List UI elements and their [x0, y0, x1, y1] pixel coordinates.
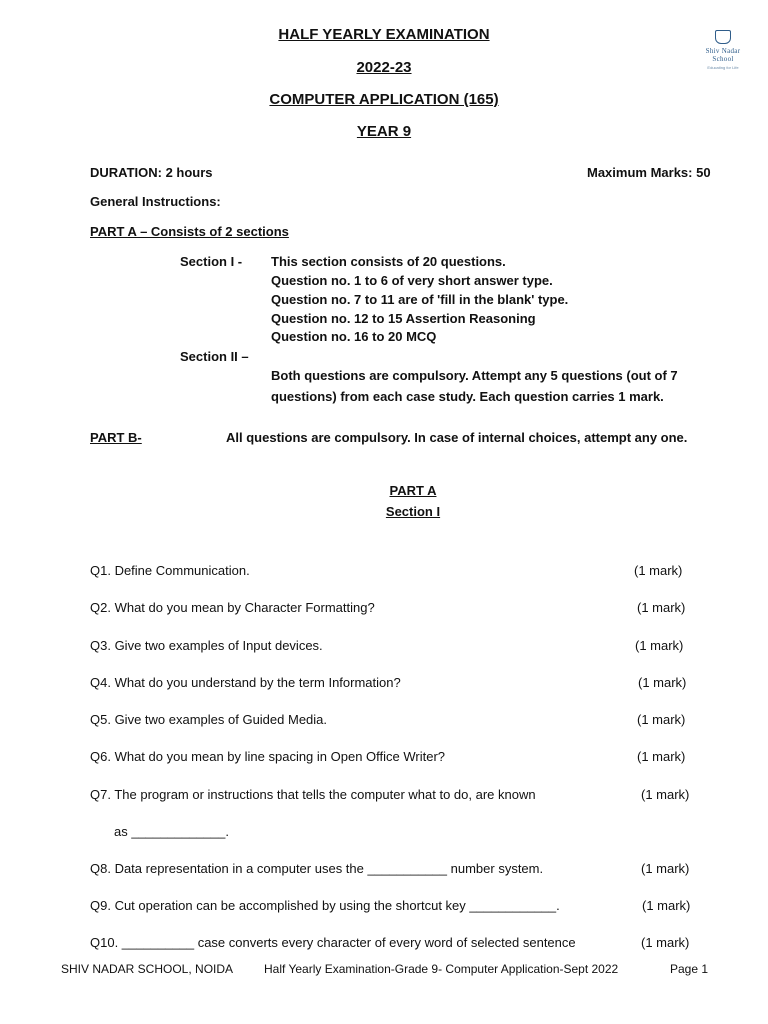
- question-text: Q9. Cut operation can be accomplished by using the shortcut key ____________.: [90, 898, 560, 913]
- school-logo: [696, 30, 750, 72]
- question-text: Q10. __________ case converts every character of every word of selected sentence: [90, 935, 576, 950]
- question-mark: (1 mark): [637, 712, 686, 727]
- question-text: Q3. Give two examples of Input devices.: [90, 638, 323, 653]
- question-text: Q2. What do you mean by Character Formatting?: [90, 600, 375, 615]
- subject-title: COMPUTER APPLICATION (165): [269, 91, 499, 108]
- duration: DURATION: 2 hours: [90, 165, 213, 180]
- question-text: Q6. What do you mean by line spacing in Open Office Writer?: [90, 749, 446, 764]
- question-mark: (1 mark): [637, 600, 686, 615]
- question-mark: (1 mark): [641, 935, 690, 950]
- section-i-line: Question no. 16 to 20 MCQ: [271, 329, 437, 344]
- section-i-label: Section I -: [180, 254, 243, 269]
- section-ii-label: Section II –: [180, 349, 249, 364]
- question-text: Q7. The program or instructions that tells the computer what to do, are known: [90, 787, 536, 802]
- section-i-line: Question no. 1 to 6 of very short answer type.: [271, 273, 553, 288]
- question-text: Q4. What do you understand by the term Information?: [90, 675, 401, 690]
- logo-name: Shiv Nadar School: [705, 47, 741, 63]
- part-a-title: PART A: [389, 483, 437, 498]
- question-text: Q1. Define Communication.: [90, 563, 250, 578]
- question-mark: (1 mark): [642, 898, 691, 913]
- question-mark: (1 mark): [641, 861, 690, 876]
- exam-year: 2022-23: [356, 59, 412, 76]
- question-mark: (1 mark): [637, 749, 686, 764]
- question-mark: (1 mark): [635, 638, 684, 653]
- part-b-text: All questions are compulsory. In case of internal choices, attempt any one.: [226, 430, 688, 445]
- question-mark: (1 mark): [634, 563, 683, 578]
- part-b-label: PART B-: [90, 430, 142, 445]
- footer-page: Page 1: [670, 962, 709, 976]
- max-marks: Maximum Marks: 50: [587, 165, 711, 180]
- footer-school: SHIV NADAR SCHOOL, NOIDA: [61, 962, 234, 976]
- section-ii-line: Both questions are compulsory. Attempt any 5 questions (out of 7: [271, 368, 678, 383]
- question-continuation: as _____________.: [114, 824, 229, 839]
- general-instructions: General Instructions:: [90, 194, 221, 209]
- question-text: Q8. Data representation in a computer uses the ___________ number system.: [90, 861, 544, 876]
- question-mark: (1 mark): [641, 787, 690, 802]
- part-a-heading: PART A – Consists of 2 sections: [90, 224, 289, 239]
- section-i-line: Question no. 12 to 15 Assertion Reasoning: [271, 311, 536, 326]
- exam-title: HALF YEARLY EXAMINATION: [278, 26, 490, 43]
- section-i-line: Question no. 7 to 11 are of 'fill in the blank' type.: [271, 292, 569, 307]
- question-mark: (1 mark): [638, 675, 687, 690]
- grade-title: YEAR 9: [356, 123, 412, 140]
- section-ii-line: questions) from each case study. Each question carries 1 mark.: [271, 389, 664, 404]
- logo-tagline: Educating for Life: [707, 65, 739, 70]
- school-crest-icon: [715, 30, 731, 44]
- question-text: Q5. Give two examples of Guided Media.: [90, 712, 328, 727]
- section-i-title: Section I: [385, 504, 441, 519]
- section-i-line: This section consists of 20 questions.: [271, 254, 506, 269]
- footer-exam: Half Yearly Examination-Grade 9- Computer Application-Sept 2022: [264, 962, 619, 976]
